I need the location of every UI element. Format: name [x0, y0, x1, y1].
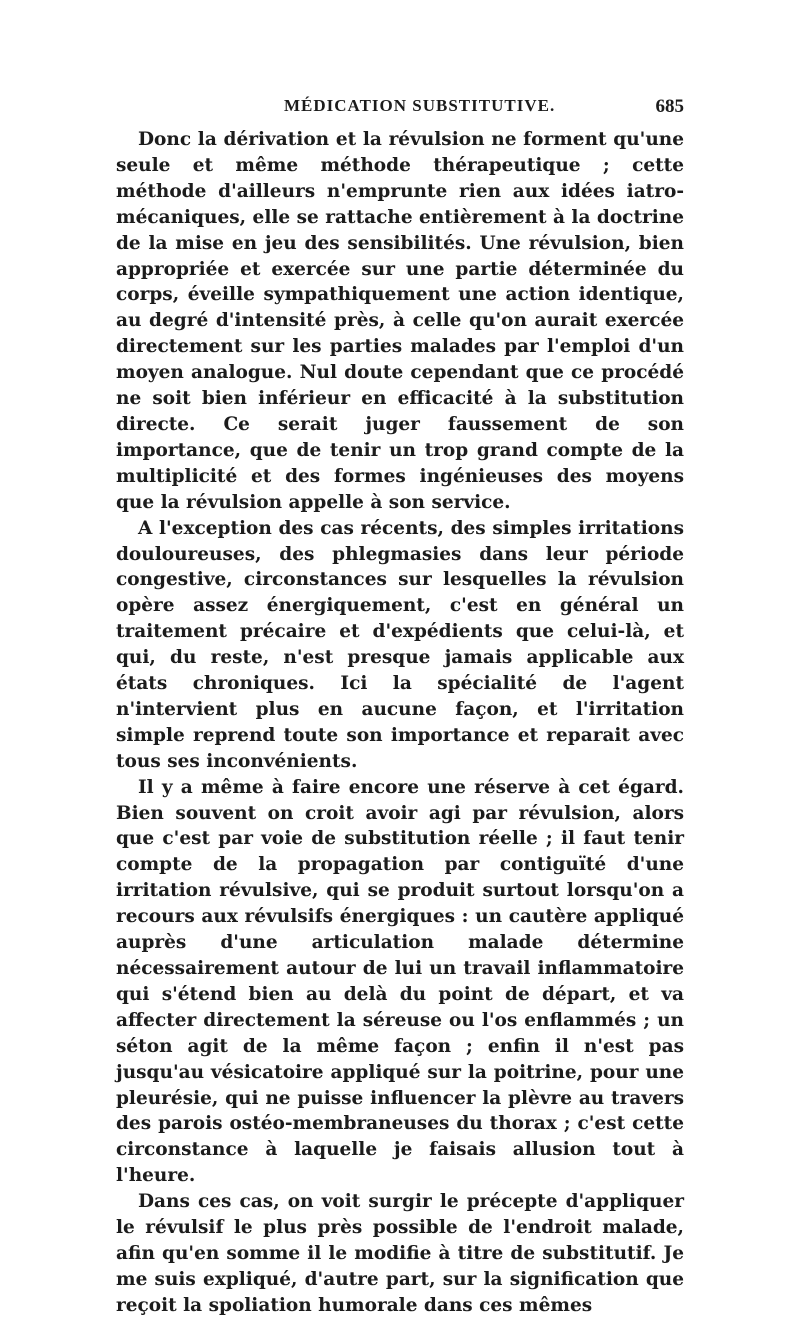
page-header — [116, 96, 684, 122]
paragraph-2: A l'exception des cas récents, des simples irritations douloureuses, des phlegmasies dans leur période congestive, circonstances sur lesquelles la révulsion opère assez énergiquement, c'est en général un traitement précaire et d'expédients que celui-là, et qui, du reste, n'est presque jamais applicable aux états chroniques. Ici la spécialité de l'agent n'intervient plus en aucune façon, et l'irritation simple reprend toute son importance et reparait avec tous ses inconvénients. — [116, 517, 684, 772]
paragraph-3: Il y a même à faire encore une réserve à cet égard. Bien souvent on croit avoir agi par révulsion, alors que c'est par voie de substitution réelle ; il faut tenir compte de la propagation par contiguïté d'une irritation révulsive, qui se produit surtout lorsqu'on a recours aux révulsifs énergiques : un cautère appliqué auprès d'une articulation malade détermine nécessairement autour de lui un travail inflammatoire qui s'étend bien au delà du point de départ, et va affecter directement la séreuse ou l'os enflammés ; un séton agit de la même façon ; enfin il n'est pas jusqu'au vésicatoire appliqué sur la poitrine, pour une pleurésie, qui ne puisse influencer la plèvre au travers des parois ostéo-membraneuses du thorax ; c'est cette circonstance à laquelle je faisais allusion tout à l'heure. — [116, 776, 684, 1187]
running-title: MÉDICATION SUBSTITUTIVE. — [284, 96, 556, 115]
paragraph-4: Dans ces cas, on voit surgir le précepte d'appliquer le révulsif le plus près possible de l'endroit malade, afin qu'en somme il le modifie à titre de substitutif. Je me suis expliqué, d'autre part, sur la signification que reçoit la spoliation humorale dans ces mêmes — [116, 1191, 684, 1316]
page-number: 685 — [655, 96, 684, 117]
body-text — [116, 127, 684, 1319]
paragraph-1: Donc la dérivation et la révulsion ne forment qu'une seule et même méthode thérapeutique ; cette méthode d'ailleurs n'emprunte rien aux idées iatro-mécaniques, elle se rattache entièrement à la doctrine de la mise en jeu des sensibilités. Une révulsion, bien appropriée et exercée sur une partie déterminée du corps, éveille sympathiquement une action identique, au degré d'intensité près, à celle qu'on aurait exercée directement sur les parties malades par l'emploi d'un moyen analogue. Nul doute cependant que ce procédé ne soit bien inférieur en efficacité à la substitution directe. Ce serait juger faussement de son importance, que de tenir un trop grand compte de la multiplicité et des formes ingénieuses des moyens que la révulsion appelle à son service. — [116, 129, 684, 513]
